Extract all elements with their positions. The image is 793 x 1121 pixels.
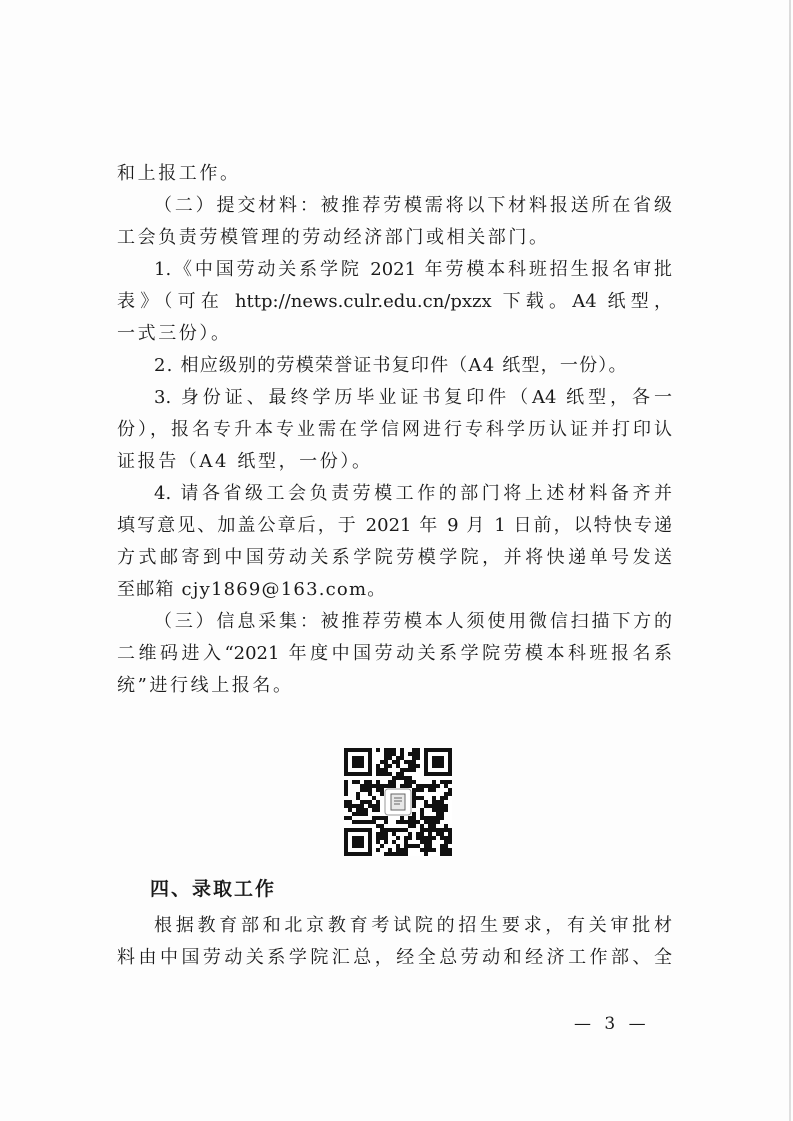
text-line: 二维码进入“2021 年度中国劳动关系学院劳模本科班报名系 <box>117 643 672 664</box>
document-icon <box>385 789 411 815</box>
text-line: 方式邮寄到中国劳动关系学院劳模学院，并将快递单号发送 <box>117 547 672 568</box>
page-number: — 3 — <box>574 1014 650 1034</box>
text-line: 一式三份）。 <box>117 323 232 344</box>
text-line: 3. 身份证、最终学历毕业证书复印件（A4 纸型，各一 <box>154 387 672 408</box>
page-edge <box>789 0 791 1121</box>
text-line: 表》（可在 http://news.culr.edu.cn/pxzx 下载。A4 纸型， <box>117 291 672 312</box>
text-line: 2. 相应级别的劳模荣誉证书复印件（A4 纸型，一份）。 <box>154 355 628 376</box>
qr-code[interactable] <box>344 748 452 856</box>
text-line: 根据教育部和北京教育考试院的招生要求，有关审批材 <box>154 915 672 936</box>
text-line: 工会负责劳模管理的劳动经济部门或相关部门。 <box>117 227 550 248</box>
text-line: 料由中国劳动关系学院汇总，经全总劳动和经济工作部、全 <box>117 947 672 968</box>
text-line: 证报告（A4 纸型，一份）。 <box>117 451 373 472</box>
text-line: 1.《中国劳动关系学院 2021 年劳模本科班招生报名审批 <box>154 259 672 280</box>
text-line: 和上报工作。 <box>117 163 241 184</box>
text-line: 份），报名专升本专业需在学信网进行专科学历认证并打印认 <box>117 419 672 440</box>
text-line: 填写意见、加盖公章后，于 2021 年 9 月 1 日前，以特快专递 <box>117 515 672 536</box>
text-line: 4. 请各省级工会负责劳模工作的部门将上述材料备齐并 <box>154 483 672 504</box>
body-text-2 <box>117 910 672 974</box>
body-text <box>117 158 672 702</box>
section-heading: 四、录取工作 <box>150 878 277 900</box>
text-line: （二）提交材料：被推荐劳模需将以下材料报送所在省级 <box>154 195 672 216</box>
qr-code-icon <box>344 748 452 856</box>
text-line: 统”进行线上报名。 <box>117 675 294 696</box>
text-line: 至邮箱 cjy1869@163.com。 <box>117 579 387 600</box>
text-line: （三）信息采集：被推荐劳模本人须使用微信扫描下方的 <box>154 611 672 632</box>
